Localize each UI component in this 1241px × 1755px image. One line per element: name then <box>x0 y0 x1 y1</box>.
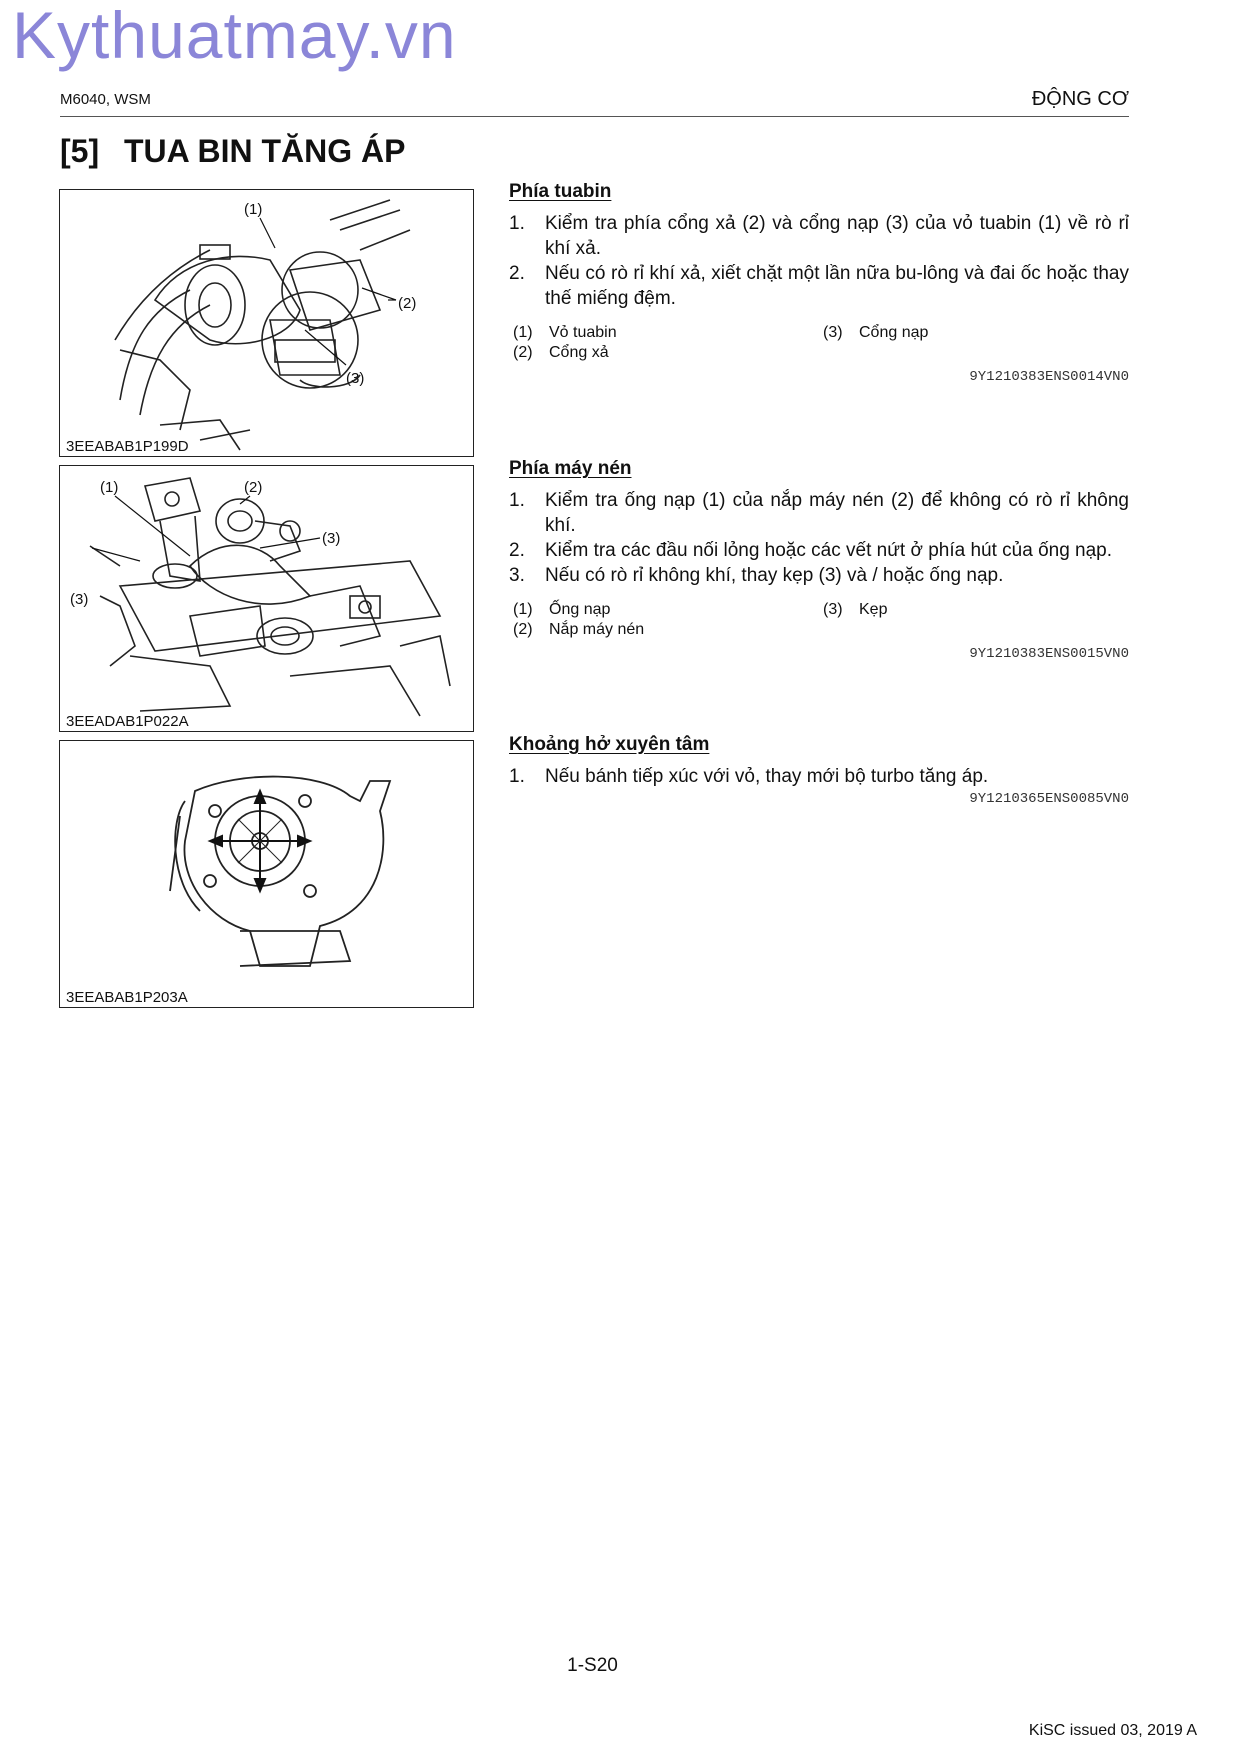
legend-item: (2) Nắp máy nén <box>513 621 645 638</box>
section-title <box>60 133 405 170</box>
reference-code: 9Y1210383ENS0014VN0 <box>969 369 1129 385</box>
compressor-side-drawing <box>60 466 473 731</box>
step-list <box>509 488 1129 588</box>
legend <box>509 323 1129 363</box>
fig2-callout-3b: (3) <box>70 591 89 608</box>
figure-compressor-side <box>59 465 474 732</box>
reference-code: 9Y1210365ENS0085VN0 <box>969 791 1129 807</box>
figure-code: 3EEABAB1P199D <box>66 438 189 455</box>
figure-code: 3EEADAB1P022A <box>66 713 189 730</box>
section-turbine-side <box>509 181 1129 385</box>
figure-radial-clearance <box>59 740 474 1008</box>
fig2-callout-2: (2) <box>244 479 263 496</box>
legend-item: (2) Cổng xả <box>513 344 609 361</box>
page-number: 1-S20 <box>567 1655 618 1676</box>
legend-item: (1) Ống nạp <box>513 601 611 618</box>
section-heading: Phía máy nén <box>509 458 632 479</box>
reference-code: 9Y1210383ENS0015VN0 <box>969 646 1129 662</box>
fig2-callout-1: (1) <box>100 479 119 496</box>
watermark: Kythuatmay.vn <box>12 0 457 72</box>
step-item: 1. Kiểm tra ống nạp (1) của nắp máy nén (2) để không có rò rỉ không khí. <box>509 490 1129 536</box>
step-item: 1. Nếu bánh tiếp xúc với vỏ, thay mới bộ turbo tăng áp. <box>509 766 989 787</box>
step-item: 1. Kiểm tra phía cổng xả (2) và cổng nạp (3) của vỏ tuabin (1) về rò rỉ khí xả. <box>509 213 1129 259</box>
header-model: M6040, WSM <box>60 91 151 108</box>
fig1-callout-2: (2) <box>398 295 417 312</box>
fig2-callout-3: (3) <box>322 530 341 547</box>
header-rule <box>60 116 1129 117</box>
step-list <box>509 764 1129 789</box>
legend-item: (3) Cổng nạp <box>823 324 929 341</box>
section-number: [5] <box>60 133 100 169</box>
step-item: 3. Nếu có rò rỉ không khí, thay kẹp (3) và / hoặc ống nạp. <box>509 565 1004 586</box>
section-heading: Phía tuabin <box>509 181 612 202</box>
section-compressor-side <box>509 458 1129 662</box>
fig1-callout-1: (1) <box>244 201 263 218</box>
fig1-callout-3: (3) <box>346 370 365 387</box>
radial-clearance-drawing <box>60 741 473 1007</box>
turbine-side-drawing <box>60 190 473 456</box>
legend-item: (3) Kẹp <box>823 601 888 618</box>
step-item: 2. Nếu có rò rỉ khí xả, xiết chặt một lần nữa bu-lông và đai ốc hoặc thay thế miếng đệm. <box>509 263 1129 309</box>
section-radial-clearance <box>509 734 1129 807</box>
legend <box>509 600 1129 640</box>
step-list <box>509 211 1129 311</box>
header-chapter: ĐỘNG CƠ <box>1031 88 1129 110</box>
legend-item: (1) Vỏ tuabin <box>513 324 617 341</box>
figure-turbine-side <box>59 189 474 457</box>
section-title-text: TUA BIN TĂNG ÁP <box>124 133 406 169</box>
step-item: 2. Kiểm tra các đầu nối lỏng hoặc các vết nứt ở phía hút của ống nạp. <box>509 540 1113 561</box>
figure-code: 3EEABAB1P203A <box>66 989 188 1006</box>
issue-note: KiSC issued 03, 2019 A <box>1028 1722 1197 1739</box>
section-heading: Khoảng hở xuyên tâm <box>509 734 710 755</box>
